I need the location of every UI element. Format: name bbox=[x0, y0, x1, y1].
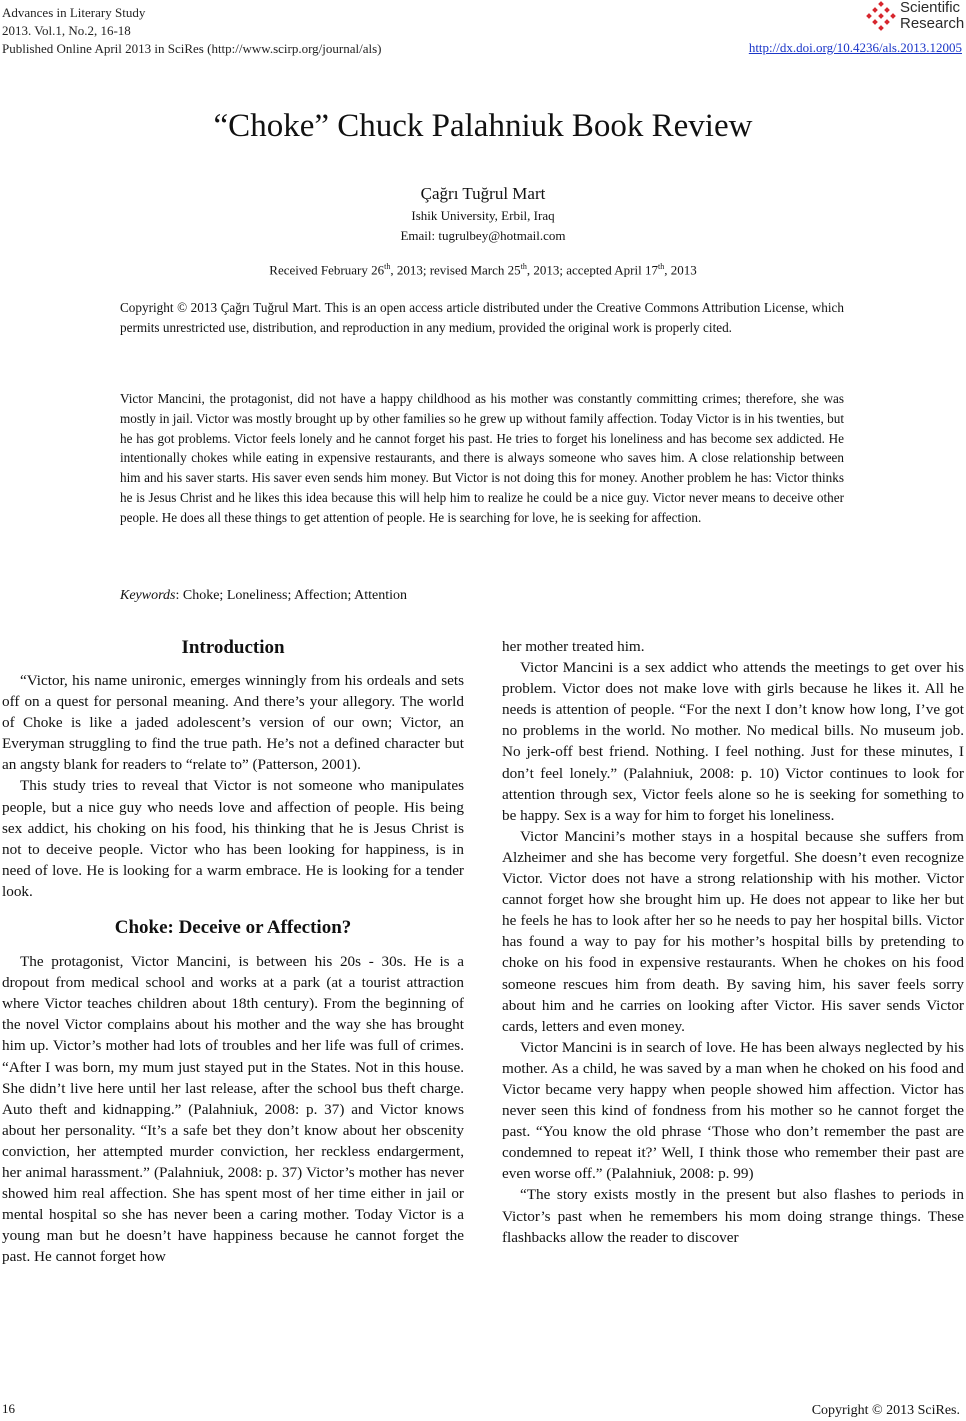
submission-dates bbox=[0, 262, 966, 278]
paragraph: Victor Mancini is a sex addict who attends the meetings to get over his problem. Victor does not make love with girls because he likes it. All he needs is attention of people. “For the next I don’t know how long, I’ve got no problems in the world. No mother. No medical bills. No museum job. No jerk-off best friend. Nothing. I feel nothing. Just for these minutes, I don’t feel lonely.” (Palahniuk, 2008: p. 10) Victor continues to look for attention through sex, Victor feels alone so he is seeking for something to be happy. Sex is a way for him to forget his loneliness. bbox=[502, 659, 964, 824]
article-title: “Choke” Chuck Palahniuk Book Review bbox=[213, 108, 753, 144]
received-date: Received February 26 bbox=[269, 262, 385, 278]
paragraph: Victor Mancini’s mother stays in a hospital because she suffers from Alzheimer and she has become very forgetful. She doesn’t even recognize Victor. Victor does not have a strong relationship with his mother. Victor cannot forget how she brought him up. He does not appear to like her but he feels he has to look after her so he needs to pay her hospital bills. Victor has found a way to pay for his mother’s hospital bills by pretending to choke on his food in expensive restaurants. When he chokes on his food someone rescues him from death. By saving him, his saver feels sorry about him and he carries on looking after Victor. His saver sends Victor cards, letters and even money. bbox=[502, 827, 964, 1035]
publication-info: Published Online April 2013 in SciRes (http://www.scirp.org/journal/als) bbox=[2, 41, 382, 56]
revised-sup: th bbox=[520, 262, 527, 271]
section-heading-choke: Choke: Deceive or Affection? bbox=[114, 917, 352, 939]
scientific-research-logo bbox=[864, 0, 964, 36]
abstract: Victor Mancini, the protagonist, did not have a happy childhood as his mother was constantly committing crimes; therefore, she was mostly in jail. Victor was mostly brought up by other families so he grew up without family affection. Today Victor is in his twenties, but he has got problems. Victor feels lonely and he cannot forget his past. He tries to forget his loneliness and has become sex addicted. He intentionally chokes while eating in expensive restaurants, and there is always someone who saves him. A close relationship between him and his saver starts. His saver even sends him money. But Victor is not doing this for money. Another problem he has: Victor thinks he is Jesus Christ and he likes this idea because this will help him to realize he could be a nice guy. Victor never means to deceive other people. He does all these things to get attention of people. He is searching for love, he is seeking for affection. bbox=[120, 391, 844, 525]
accepted-year: , 2013 bbox=[664, 262, 697, 278]
paragraph: Victor Mancini is in search of love. He has been always neglected by his mother. As a child, he was saved by a man when he choked on his food and Victor became very happy when people showed him affection. Victor has never seen this kind of fondness from his mother so he cannot forget the past. “You know the old phrase ‘Those who don’t remember the past are condemned to repeat it?’ Well, I think those who remember their past are even worse off.” (Palahniuk, 2008: p. 99) bbox=[502, 1038, 964, 1183]
journal-name: Advances in Literary Study bbox=[2, 5, 146, 20]
paragraph: “Victor, his name unironic, emerges winningly from his ordeals and sets off on a quest for personal meaning. And there’s your allegory. The world of Choke is like a jaded adolescent’s version of our own; Victor, an Everyman struggling to find the true path. He’s not a defined character but an angsty blank for readers to “relate to” (Patterson, 2001). bbox=[2, 672, 464, 774]
copyright-notice: Copyright © 2013 Çağrı Tuğrul Mart. This is an open access article distributed under the Creative Commons Attribution License, which permits unrestricted use, distribution, and reproduction in any medium, provided the original work is properly cited. bbox=[120, 300, 844, 335]
doi-link[interactable]: http://dx.doi.org/10.4236/als.2013.12005 bbox=[748, 40, 962, 55]
accepted-sup: th bbox=[657, 262, 665, 271]
paragraph: The protagonist, Victor Mancini, is between his 20s - 30s. He is a dropout from medical school and works at a park (at a tourist attraction where Victor teaches children about 18th century). From the beginning of the novel Victor complains about his mother and the way she has brought him up. Victor’s mother had lots of troubles and her life was full of crimes. “After I was born, my mum just stayed put in the States. Not in this house. She didn’t live here until her last release, after the school bus theft charge. Auto theft and kidnapping.” (Palahniuk, 2008: p. 37) and Victor knows about her personality. “It’s a safe bet they don’t know about her obscenity conviction, her attempted murder conviction, her reckless endargerment, her animal harassment.” (Palahniuk, 2008: p. 37) Victor’s mother has never showed him real affection. She has spent most of her time either in jail or mental hospital so she has never been a caring mother. Today Victor is a young man but he doesn’t have happiness because he cannot forget the past. He cannot forget how bbox=[2, 953, 464, 1266]
left-column bbox=[2, 636, 464, 1267]
paragraph: “The story exists mostly in the present but also flashes to periods in Victor’s past when he remembers his mom doing strange things. These flashbacks allow the reader to discover bbox=[502, 1186, 964, 1246]
received-sup: th bbox=[384, 262, 391, 271]
page-number: 16 bbox=[2, 1401, 15, 1416]
section-heading-introduction: Introduction bbox=[181, 637, 285, 658]
revised-date: , 2013; revised March 25 bbox=[390, 262, 521, 278]
paragraph: This study tries to reveal that Victor is not someone who manipulates people, but a nice guy who needs love and affection of people. His being sex addict, his choking on his food, his thinking that he is Jesus Christ is not to deceive people. Victor who has been looking for happiness, is in need of love. He is looking for a warm embrace. He is looking for a tender look. bbox=[2, 777, 464, 900]
logo-line-2: Research bbox=[900, 15, 965, 32]
journal-header bbox=[2, 4, 382, 58]
footer-copyright: Copyright © 2013 SciRes. bbox=[811, 1403, 960, 1418]
logo-diamond-icon bbox=[864, 1, 898, 35]
journal-volume: 2013. Vol.1, No.2, 16-18 bbox=[2, 23, 131, 38]
right-column bbox=[502, 636, 964, 1248]
keywords bbox=[120, 586, 844, 606]
author-name: Çağrı Tuğrul Mart bbox=[420, 184, 546, 203]
accepted-date: , 2013; accepted April 17 bbox=[526, 262, 658, 278]
author-affiliation: Ishik University, Erbil, Iraq bbox=[411, 208, 555, 223]
keywords-label: Keywords bbox=[120, 588, 176, 603]
keywords-list: : Choke; Loneliness; Affection; Attention bbox=[175, 588, 407, 603]
paragraph: her mother treated him. bbox=[502, 638, 645, 655]
logo-line-1: Scientific bbox=[900, 0, 961, 16]
author-email: Email: tugrulbey@hotmail.com bbox=[400, 228, 566, 243]
logo-wordmark bbox=[900, 0, 964, 32]
doi-container bbox=[749, 40, 962, 56]
